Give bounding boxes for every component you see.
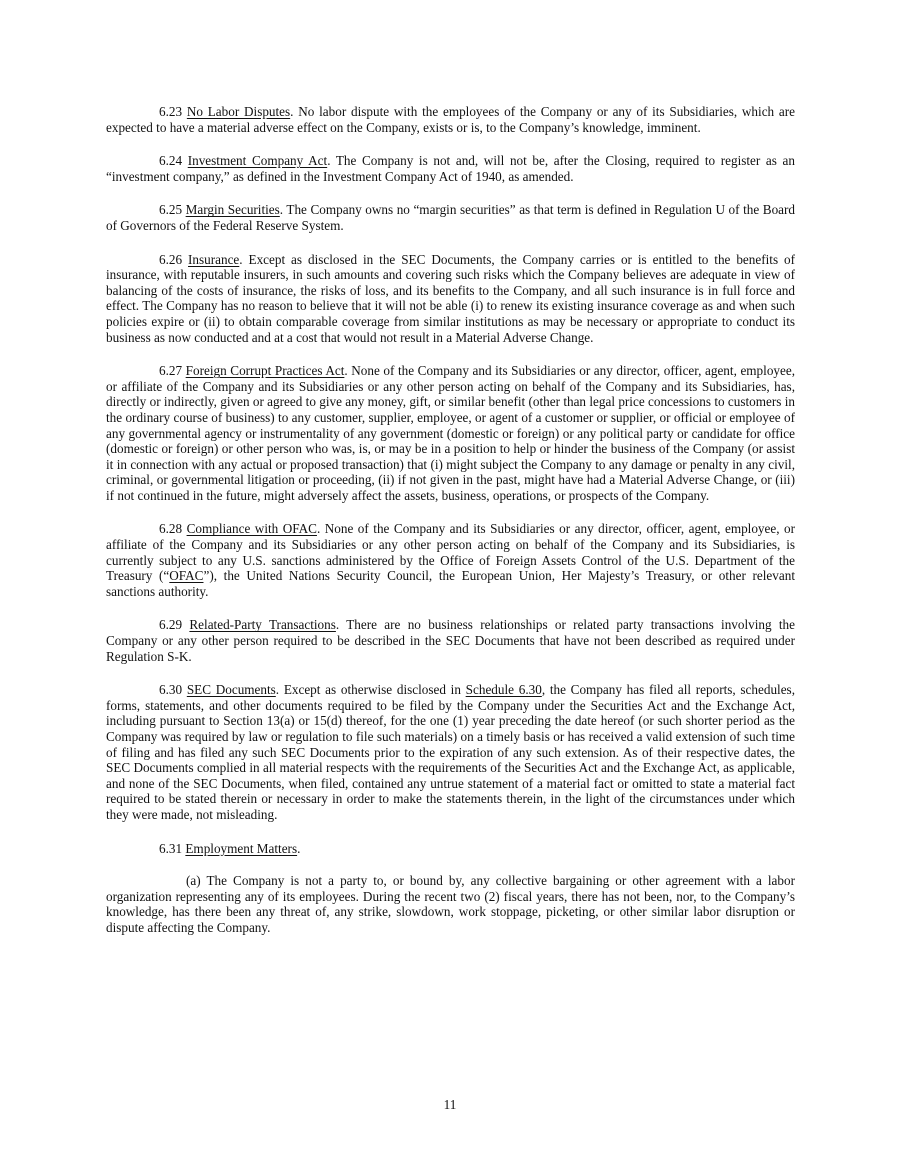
section-6-24 [106, 153, 795, 184]
section-6-27 [106, 363, 795, 503]
section-number: 6.26 [159, 251, 183, 267]
section-number: 6.28 [159, 521, 183, 537]
section-number: 6.30 [159, 682, 183, 698]
section-6-26 [106, 252, 795, 346]
section-body: . None of the Company and its Subsidiaries or any director, officer, agent, employee, or affiliate of the Company and its Subsidiaries or any other person acting on behalf of the Company and its Subsidiaries, is currently subject to any U.S. sanctions administered by the Office of Foreign Assets Control of the U.S. Department of the Treasury (“ [106, 521, 796, 584]
section-title: Investment Company Act [187, 153, 328, 169]
section-number: 6.29 [159, 617, 183, 633]
section-number: 6.31 [159, 840, 183, 856]
document-page [106, 104, 795, 954]
section-6-29 [106, 617, 795, 664]
section-number: 6.25 [159, 202, 183, 218]
section-body: . Except as otherwise disclosed in [275, 682, 466, 698]
section-body: . There are no business relationships or related party transactions involving the Company or any other person required to be described in the SEC Documents that have not been described as required under Regulation S-K. [106, 617, 796, 664]
section-number: 6.23 [159, 104, 183, 119]
section-number: 6.24 [159, 153, 183, 169]
section-body: . The Company owns no “margin securities” as that term is defined in Regulation U of the Board of Governors of the Federal Reserve System. [106, 202, 795, 233]
section-title: Insurance [188, 251, 240, 267]
defined-term-ofac: OFAC [169, 568, 204, 584]
section-body-continued: , the Company has filed all reports, schedules, forms, statements, and other documents required to be filed by the Company under the Securities Act and the Exchange Act, including pursuant to Section 13(a) or 15(d) thereof, for the one (1) year preceding the date hereof (or such shorter period as the Company was required by law or regulation to file such materials) on a timely basis or has received a valid extension of such time of filing and has filed any such SEC Documents prior to the expiration of any such extension. As of their respective dates, the SEC Documents complied in all material respects with the requirements of the Securities Act and the Exchange Act, as applicable, and none of the SEC Documents, when filed, contained any untrue statement of a material fact or omitted to state a material fact required to be stated therein or necessary in order to make the statements therein, in the light of the circumstances under which they were made, not misleading. [106, 682, 795, 822]
section-6-23 [106, 104, 795, 135]
section-title: Foreign Corrupt Practices Act [185, 363, 345, 379]
section-6-31 [106, 841, 795, 857]
section-6-30 [106, 682, 795, 822]
section-title: SEC Documents [186, 682, 276, 698]
section-number: 6.27 [159, 363, 183, 379]
section-title: Compliance with OFAC [186, 521, 317, 537]
section-body: . [297, 840, 301, 856]
section-title: Related-Party Transactions [189, 617, 336, 633]
section-title: Employment Matters [185, 840, 298, 856]
schedule-reference: Schedule 6.30 [465, 682, 542, 698]
section-6-25 [106, 202, 795, 233]
section-6-28 [106, 521, 795, 599]
section-body: . No labor dispute with the employees of the Company or any of its Subsidiaries, which are expected to have a material adverse effect on the Company, exists or is, to the Company’s knowledge, imminent. [106, 104, 796, 135]
section-title: No Labor Disputes [186, 104, 291, 119]
section-body: . The Company is not and, will not be, after the Closing, required to register as an “investment company,” as defined in the Investment Company Act of 1940, as amended. [106, 153, 795, 184]
section-body: . Except as disclosed in the SEC Documents, the Company carries or is entitled to the benefits of insurance, with reputable insurers, in such amounts and covering such risks which the Company believes are adequate in view of balancing of the costs of insurance, the risks of loss, and its benefits to the Company, and all such insurance is in full force and effect. The Company has no reason to believe that it will not be able (i) to renew its existing insurance coverage as and when such policies expire or (ii) to obtain comparable coverage from similar institutions as may be necessary or appropriate to conduct its business as now conducted and at a cost that would not result in a Material Adverse Change. [106, 251, 795, 345]
subsection-a: (a) The Company is not a party to, or bound by, any collective bargaining or other agreement with a labor organization representing any of its employees. During the recent two (2) fiscal years, there has not been, nor, to the Company’s knowledge, has there been any threat of, any strike, slowdown, work stoppage, picketing, or other similar labor disruption or dispute affecting the Company. [106, 873, 795, 935]
section-title: Margin Securities [185, 202, 280, 218]
page-number: 11 [443, 1097, 457, 1112]
section-body-continued: ”), the United Nations Security Council, the European Union, Her Majesty’s Treasury, or other relevant sanctions authority. [106, 568, 795, 599]
section-body: . None of the Company and its Subsidiaries or any director, officer, agent, employee, or affiliate of the Company and its Subsidiaries or any other person acting on behalf of the Company and its Subsidiaries, has, directly or indirectly, given or agreed to give any money, gift, or similar benefit (other than legal price concessions to customers in the ordinary course of business) to any customer, supplier, employee, or agent of a customer or supplier, or official or employee of any governmental agency or instrumentality of any government (domestic or foreign) or any political party or candidate for office (domestic or foreign) or other person who was, is, or may be in a position to help or hinder the business of the Company (or assist it in connection with any actual or proposed transaction) that (i) might subject the Company to any damage or penalty in any civil, criminal, or governmental litigation or proceeding, (ii) if not given in the past, might have had a Material Adverse Change, or (iii) if not continued in the future, might adversely affect the assets, business, operations, or prospects of the Company. [106, 363, 796, 503]
